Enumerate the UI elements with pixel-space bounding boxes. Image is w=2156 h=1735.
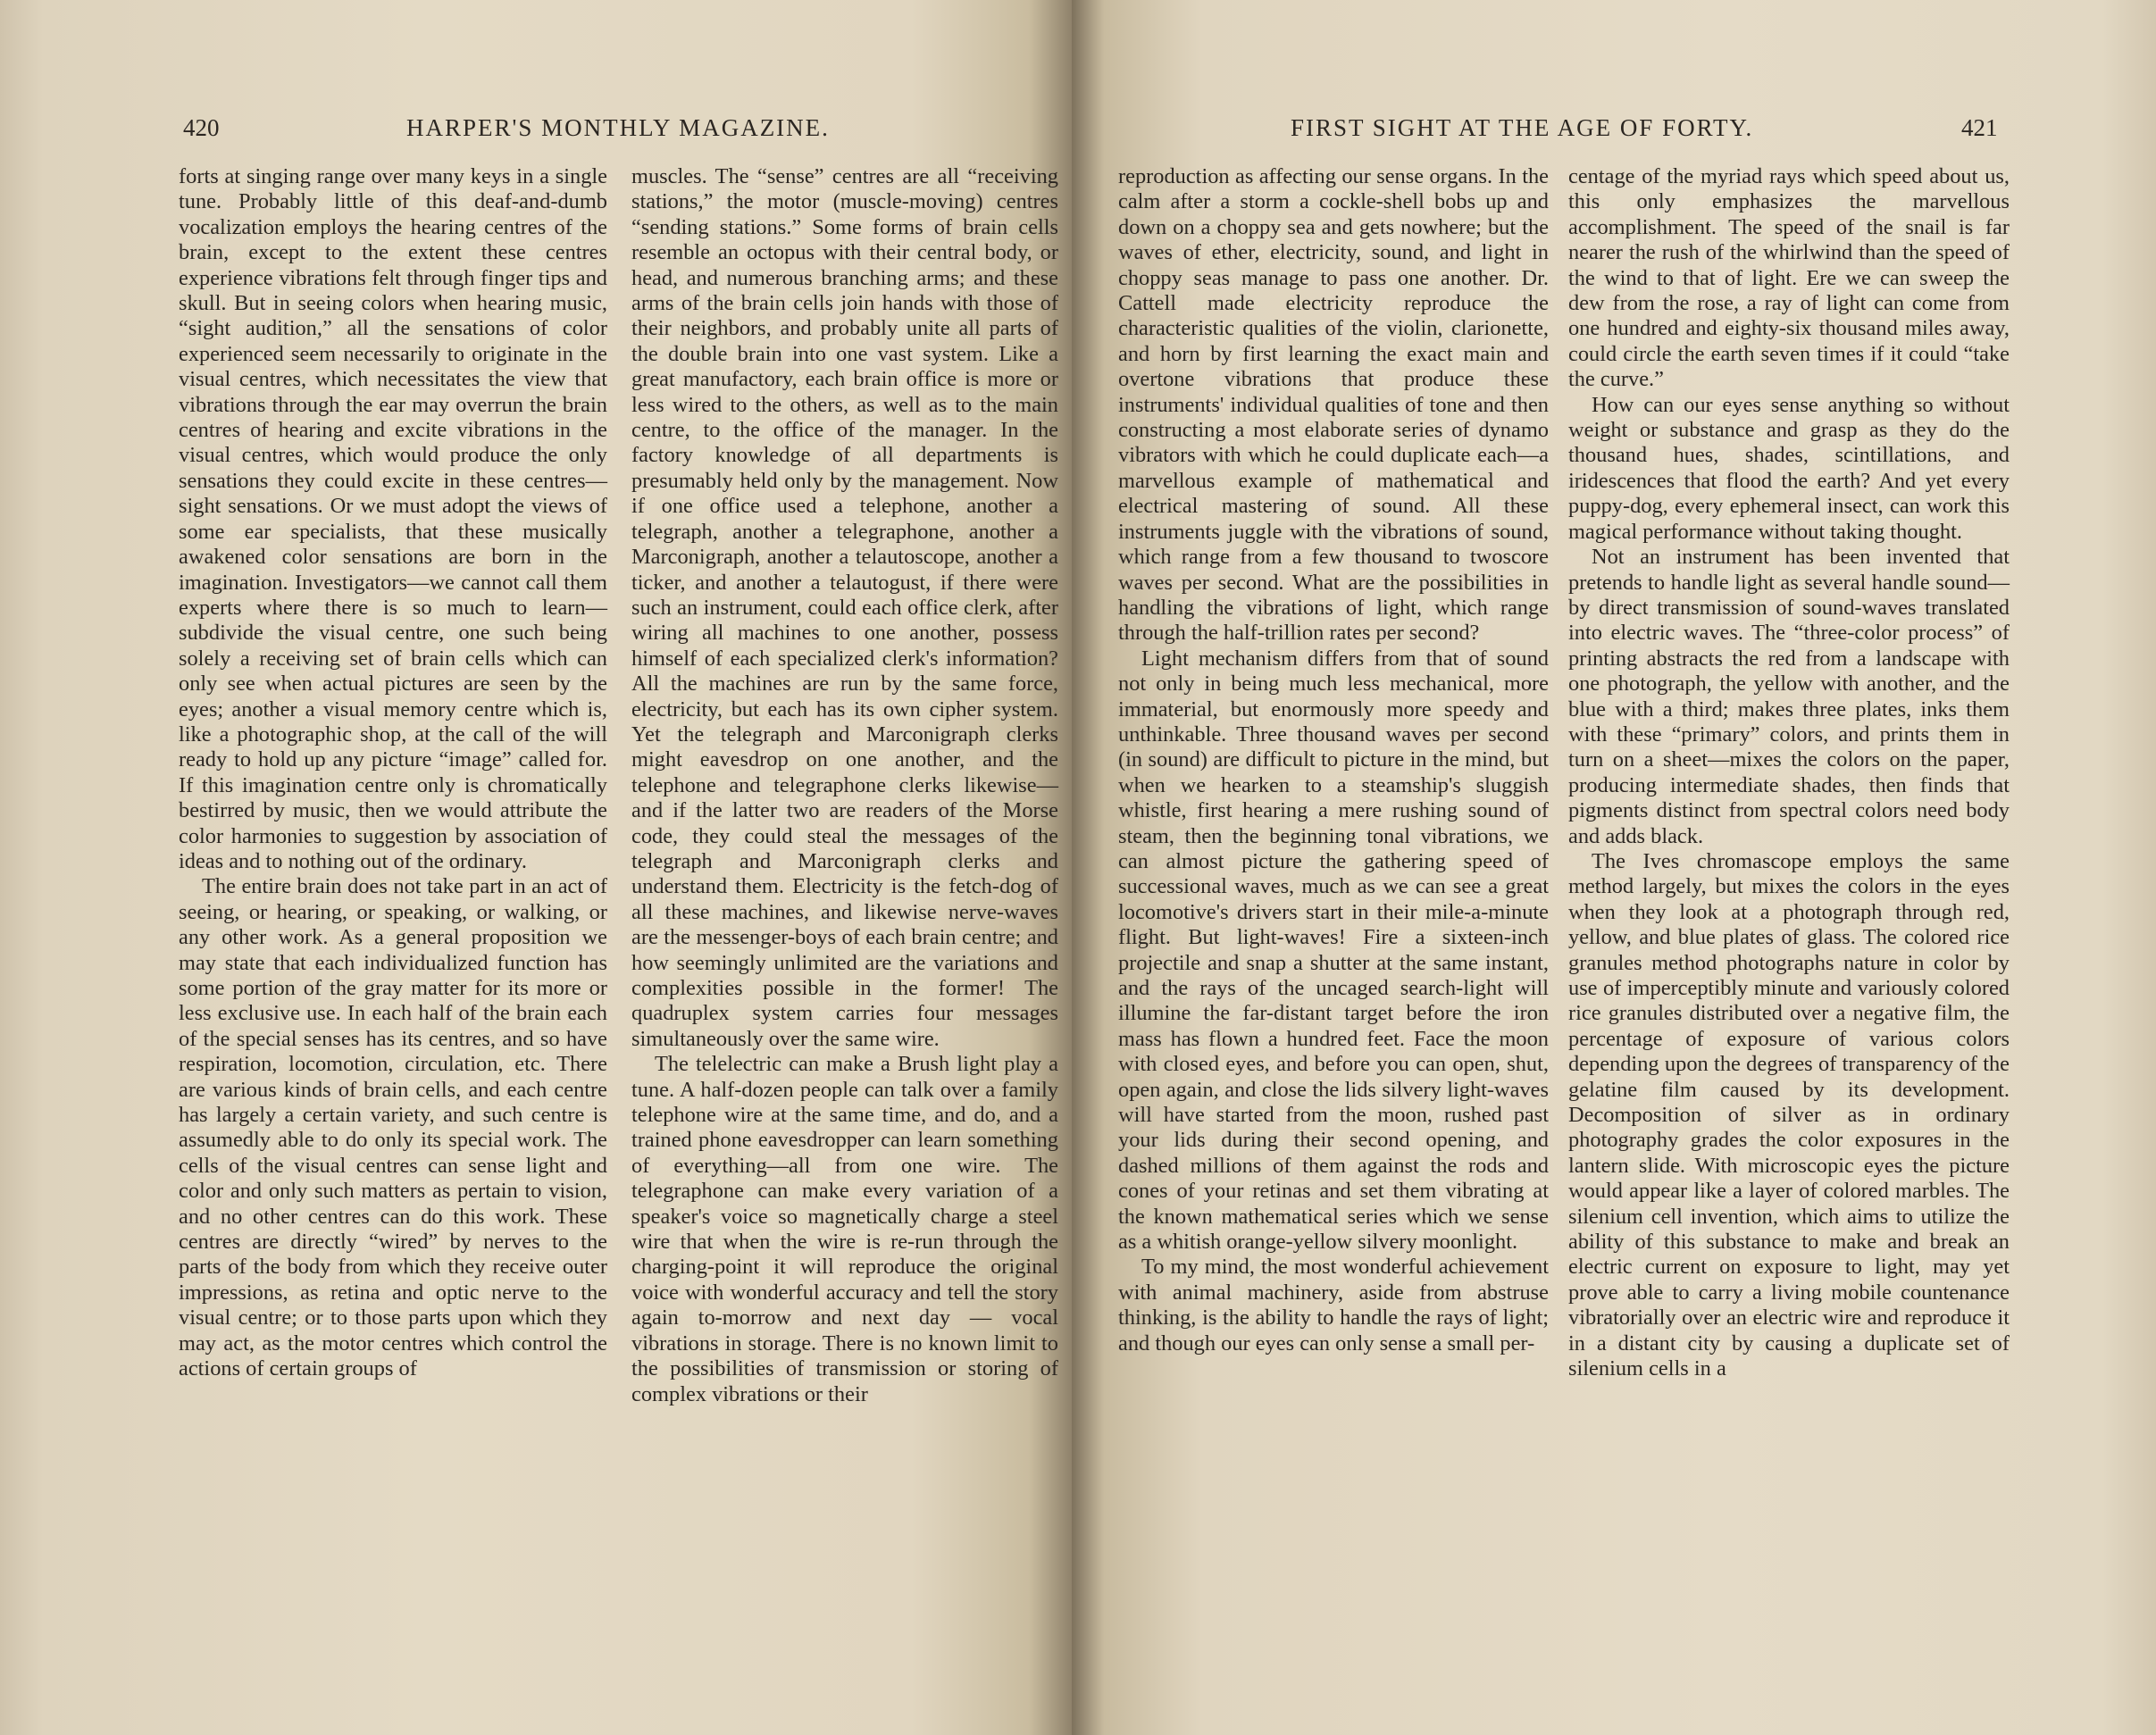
right-page-column-1 xyxy=(1118,164,1549,1356)
left-page-column-2 xyxy=(631,164,1058,1407)
paragraph: Not an instrument has been invented that pretends to handle light as several handle sound—by direct transmission of sound-waves translated into electric waves. The “three-color process” of printing abstracts the red from a landscape with one photograph, the yellow with another, and the blue with a third; makes three plates, inks them with these “primary” colors, and prints them in turn on a sheet—mixes the colors on the paper, producing intermediate shades, then finds that pigments distinct from spectral colors need body and adds black. xyxy=(1568,545,2010,848)
left-page xyxy=(0,0,1072,1735)
right-page-column-2 xyxy=(1568,164,2010,1382)
running-head-right: FIRST SIGHT AT THE AGE OF FORTY. xyxy=(1291,114,1754,141)
paragraph: forts at singing range over many keys in a single tune. Probably little of this deaf-and-dumb vocalization employs the hearing centres of the brain, except to the extent these centres experience vibrations felt through finger tips and skull. But in seeing colors when hearing music, “sight audition,” all the sensations of color experienced seem necessarily to originate in the visual centres, which necessitates the view that vibrations through the ear may overrun the brain centres of hearing and excite vibrations in the visual centres, which would produce the only sensations they could excite in these centres—sight sensations. Or we must adopt the views of some ear specialists, that these musically awakened color sensations are born in the imagination. Investigators—we cannot call them experts where there is so much to learn—subdivide the visual centre, one such being solely a receiving set of brain cells which can only see when actual pictures are seen by the eyes; another a visual memory centre which is, like a photographic shop, at the call of the will ready to hold up any picture “image” called for. If this imagination centre only is chromatically bestirred by music, then we would attribute the color harmonies to suggestion by association of ideas and to nothing out of the ordinary. xyxy=(179,164,607,873)
left-page-column-1 xyxy=(179,164,607,1382)
page-number-right: 421 xyxy=(1961,114,1998,141)
paragraph: How can our eyes sense anything so without weight or substance and grasp as they do the thousand hues, shades, scintillations, and iridescences that flood the earth? And yet every puppy-dog, every ephemeral insect, can work this magical performance without taking thought. xyxy=(1568,392,2010,544)
paragraph: Light mechanism differs from that of sound not only in being much less mechanical, more immaterial, but enormously more speedy and unthinkable. Three thousand waves per second (in sound) are difficult to picture in the mind, but when we hearken to a steamship's sluggish whistle, first hearing a mere rushing sound of steam, then the beginning tonal vibrations, we can almost picture the gathering speed of successional waves, much as we can see a great locomotive's drivers start in their mile-a-minute flight. But light-waves! Fire a sixteen-inch projectile and snap a shutter at the same instant, and the rays of the uncaged search-light will illumine the far-distant target before the iron mass has flown a hundred feet. Face the moon with closed eyes, and before you can open, shut, open again, and close the lids silvery light-waves will have started from the moon, rushed past your lids during their second opening, and dashed millions of them against the rods and cones of your retinas and set them vibrating at the known mathematical series which we sense as a whitish orange-yellow silvery moonlight. xyxy=(1118,646,1549,1255)
paragraph: muscles. The “sense” centres are all “receiving stations,” the motor (muscle-moving) centres “sending stations.” Some forms of brain cells resemble an octopus with their central body, or head, and numerous branching arms; and these arms of the brain cells join hands with those of their neighbors, and probably unite all parts of the double brain into one vast system. Like a great manufactory, each brain office is more or less wired to the others, as well as to the main centre, to the office of the manager. In the factory knowledge of all departments is presumably held only by the management. Now if one office used a telephone, another a telegraph, another a telegraphone, another a Marconigraph, another a telautoscope, another a ticker, and another a telautogust, if there were such an instrument, could each office clerk, after wiring all machines to one another, possess himself of each specialized clerk's information? All the machines are run by the same force, electricity, but each has its own cipher system. Yet the telegraph and Marconigraph clerks might eavesdrop on one another, and the telephone and telegraphone clerks likewise—and if the latter two are readers of the Morse code, they could steal the messages of the telegraph and Marconigraph clerks and understand them. Electricity is the fetch-dog of all these machines, and likewise nerve-waves are the messenger-boys of each brain centre; and how seemingly unlimited are the variations and complexities possible in the former! The quadruplex system carries four messages simultaneously over the same wire. xyxy=(631,164,1058,1051)
paragraph: centage of the myriad rays which speed about us, this only emphasizes the marvellous accomplishment. The speed of the snail is far nearer the rush of the whirlwind than the speed of the wind to that of light. Ere we can sweep the dew from the rose, a ray of light can come from one hundred and eighty-six thousand miles away, could circle the earth seven times if it could “take the curve.” xyxy=(1568,164,2010,392)
paragraph: The telelectric can make a Brush light play a tune. A half-dozen people can talk over a family telephone wire at the same time, and do, and a trained phone eavesdropper can learn something of everything—all from one wire. The telegraphone can make every variation of a speaker's voice so magnetically charge a steel wire that when the wire is re-run through the charging-point it will reproduce the original voice with wonderful accuracy and tell the story again to-morrow and next day — vocal vibrations in storage. There is no known limit to the possibilities of transmission or storing of complex vibrations or their xyxy=(631,1052,1058,1406)
right-page xyxy=(1072,0,2156,1735)
page-number-left: 420 xyxy=(183,114,220,141)
running-head-left: HARPER'S MONTHLY MAGAZINE. xyxy=(406,114,830,141)
paragraph: The Ives chromascope employs the same method largely, but mixes the colors in the eyes when they look at a photograph through red, yellow, and blue plates of glass. The colored rice granules method photographs nature in color by use of imperceptibly minute and variously colored rice granules distributed over a negative film, the percentage of exposure of various colors depending upon the degrees of transparency of the gelatine film caused by its development. Decomposition of silver as in ordinary photography grades the color exposures in the lantern slide. With microscopic eyes the picture would appear like a layer of colored marbles. The silenium cell invention, which aims to utilize the ability of this substance to make and break an electric current on exposure to light, may yet prove able to carry a living mobile countenance vibratorially over an electric wire and reproduce it in a distant city by causing a duplicate set of silenium cells in a xyxy=(1568,848,2010,1381)
paragraph: The entire brain does not take part in an act of seeing, or hearing, or speaking, or walking, or any other work. As a general proposition we may state that each individualized function has some portion of the gray matter for its more or less exclusive use. In each half of the brain each of the special senses has its centres, and so have respiration, locomotion, circulation, etc. There are various kinds of brain cells, and each centre has largely a certain variety, and such centre is assumedly able to do only its special work. The cells of the visual centres can sense light and color and only such matters as pertain to vision, and no other centres can do this work. These centres are directly “wired” by nerves to the parts of the body from which they receive outer impressions, as retina and optic nerve to the visual centre; or to those parts upon which they may act, as the motor centres which control the actions of certain groups of xyxy=(179,874,607,1381)
paragraph: reproduction as affecting our sense organs. In the calm after a storm a cockle-shell bobs up and down on a choppy sea and gets nowhere; but the waves of ether, electricity, sound, and light in choppy seas manage to pass one another. Dr. Cattell made electricity reproduce the characteristic qualities of the violin, clarionette, and horn by first learning the exact main and overtone vibrations that produce these instruments' individual qualities of tone and then constructing a most elaborate series of dynamo vibrators with which he could duplicate each—a marvellous example of mathematical and electrical mastering of sound. All these instruments juggle with the vibrations of sound, which range from a few thousand to twoscore waves per second. What are the possibilities in handling the vibrations of light, which range through the half-trillion rates per second? xyxy=(1118,164,1549,646)
paragraph: To my mind, the most wonderful achievement with animal machinery, aside from abstruse thinking, is the ability to handle the rays of light; and though our eyes can only sense a small per- xyxy=(1118,1255,1549,1355)
